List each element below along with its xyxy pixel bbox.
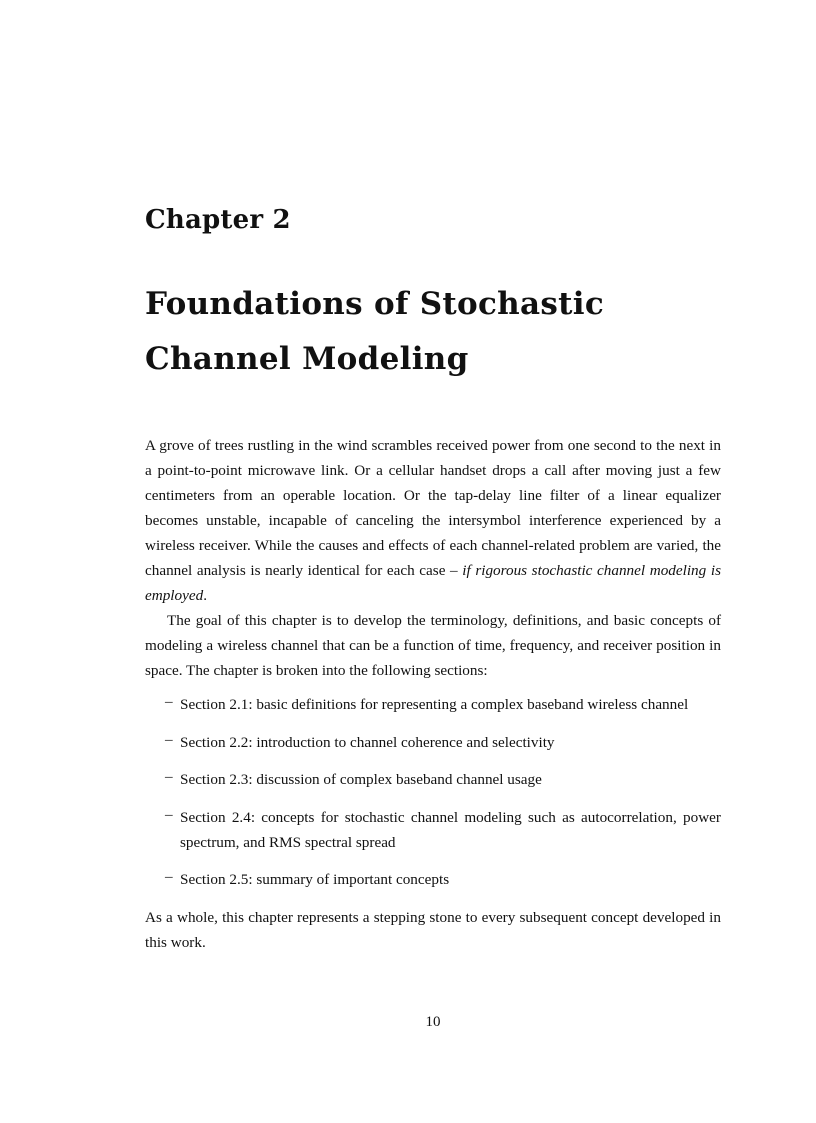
list-item-text: Section 2.5: summary of important concepts [180, 871, 450, 889]
list-item-text: Section 2.1: basic definitions for representing a complex baseband wireless channel [180, 696, 689, 713]
intro-paragraph-text: A grove of trees rustling in the wind scrambles received power from one second to the next in a point-to-point microwave link. Or a cellular handset drops a call after moving just a few centimeters from an operable location. Or the tap-delay line filter of a linear equalizer becomes unstable, incapable of canceling the intersymbol interference experienced by a wireless receiver. While the causes and effects of each channel-related problem are varied, the channel analysis is nearly identical for each case – [145, 437, 721, 579]
bullet-dash: – [165, 768, 173, 786]
list-item-text: Section 2.2: introduction to channel coherence and selectivity [180, 733, 555, 751]
list-item [145, 730, 721, 755]
intro-paragraph-end: . [203, 587, 207, 604]
list-item-text: Section 2.4: concepts for stochastic channel modeling such as autocorrelation, power spectrum, and RMS spectral spread [180, 808, 721, 851]
closing-paragraph: As a whole, this chapter represents a stepping stone to every subsequent concept developed in this work. [145, 908, 721, 951]
bullet-dash: – [165, 868, 173, 886]
intro-paragraph [145, 433, 721, 608]
list-item [145, 767, 721, 792]
list-item [145, 867, 721, 892]
list-item-text: Section 2.3: discussion of complex baseband channel usage [180, 771, 542, 789]
list-item [145, 805, 721, 855]
list-item [145, 692, 721, 717]
section-list [145, 692, 721, 892]
chapter-body [145, 433, 721, 955]
intro-paragraph-emphasis: if rigorous stochastic channel modeling is employed [145, 562, 721, 604]
chapter-title: Foundations of Stochastic Channel Modeling [145, 286, 604, 377]
bullet-dash: – [165, 805, 173, 823]
bullet-dash: – [165, 693, 173, 710]
goal-paragraph: The goal of this chapter is to develop the terminology, definitions, and basic concepts of modeling a wireless channel that can be a function of time, frequency, and receiver position in space. The chapter is broken into the following sections: [145, 612, 721, 679]
bullet-dash: – [165, 730, 173, 748]
page-number: 10 [425, 1014, 441, 1030]
chapter-label: Chapter 2 [145, 205, 291, 235]
